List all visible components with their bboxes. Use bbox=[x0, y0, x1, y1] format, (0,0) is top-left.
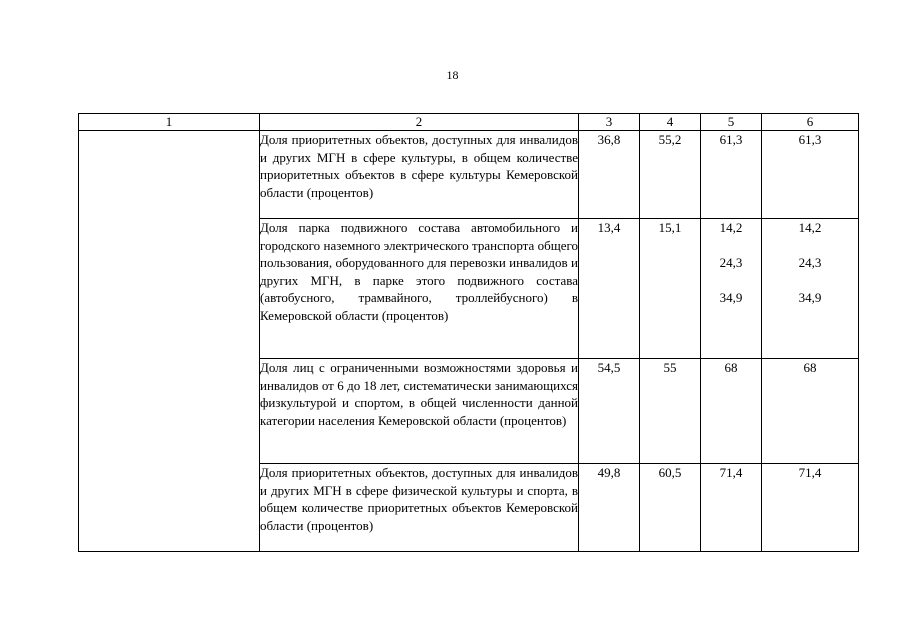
value-column-3: 49,8 bbox=[579, 464, 640, 552]
value-column-5 bbox=[701, 131, 762, 219]
indicator-description: Доля приоритетных объектов, доступных для инвалидов и других МГН в сфере физической культуры и спорта, в общем количестве приоритетных объектов Кемеровской области (процентов) bbox=[260, 464, 579, 552]
value-column-5 bbox=[701, 359, 762, 464]
column-header: 4 bbox=[640, 114, 701, 131]
value: 24,3 bbox=[719, 255, 743, 271]
value-column-4: 15,1 bbox=[640, 219, 701, 359]
value-column-5 bbox=[701, 464, 762, 552]
value: 24,3 bbox=[798, 255, 822, 271]
indicator-description: Доля парка подвижного состава автомобильного и городского наземного электрического транспорта общего пользования, оборудованного для перевозки инвалидов и других МГН, в парке этого подвижного состава (автобусного, трамвайного, троллейбусного) в Кемеровской области (процентов) bbox=[260, 219, 579, 359]
value: 61,3 bbox=[719, 132, 743, 147]
column-header: 1 bbox=[79, 114, 260, 131]
value-column-6 bbox=[762, 359, 859, 464]
value: 61,3 bbox=[798, 132, 822, 147]
page-number: 18 bbox=[446, 68, 459, 82]
value-column-6 bbox=[762, 219, 859, 359]
value: 14,2 bbox=[798, 220, 822, 235]
value-column-5 bbox=[701, 219, 762, 359]
value-column-4: 55 bbox=[640, 359, 701, 464]
value-column-3: 54,5 bbox=[579, 359, 640, 464]
value-column-3: 13,4 bbox=[579, 219, 640, 359]
table-row bbox=[79, 131, 859, 219]
value: 71,4 bbox=[798, 465, 822, 480]
value-column-3: 36,8 bbox=[579, 131, 640, 219]
value: 71,4 bbox=[719, 465, 743, 480]
column-header: 2 bbox=[260, 114, 579, 131]
spacer bbox=[762, 272, 858, 290]
table-header-row bbox=[79, 114, 859, 131]
value: 34,9 bbox=[719, 290, 743, 306]
column-header: 6 bbox=[762, 114, 859, 131]
column-header: 5 bbox=[701, 114, 762, 131]
spacer bbox=[701, 272, 761, 290]
value-column-4: 55,2 bbox=[640, 131, 701, 219]
indicators-table bbox=[78, 113, 859, 552]
indicator-description: Доля лиц с ограниченными возможностями здоровья и инвалидов от 6 до 18 лет, систематически занимающихся физкультурой и спортом, в общей численности данной категории населения Кемеровской области (процентов) bbox=[260, 359, 579, 464]
column-1-cell bbox=[79, 131, 260, 552]
indicator-description: Доля приоритетных объектов, доступных для инвалидов и других МГН в сфере культуры, в общем количестве приоритетных объектов в сфере культуры Кемеровской области (процентов) bbox=[260, 131, 579, 219]
spacer bbox=[762, 237, 858, 255]
value-column-6 bbox=[762, 464, 859, 552]
value: 68 bbox=[803, 360, 817, 375]
value: 68 bbox=[724, 360, 738, 375]
spacer bbox=[701, 237, 761, 255]
value-column-4: 60,5 bbox=[640, 464, 701, 552]
column-header: 3 bbox=[579, 114, 640, 131]
value: 34,9 bbox=[798, 290, 822, 306]
value: 14,2 bbox=[719, 220, 743, 235]
value-column-6 bbox=[762, 131, 859, 219]
